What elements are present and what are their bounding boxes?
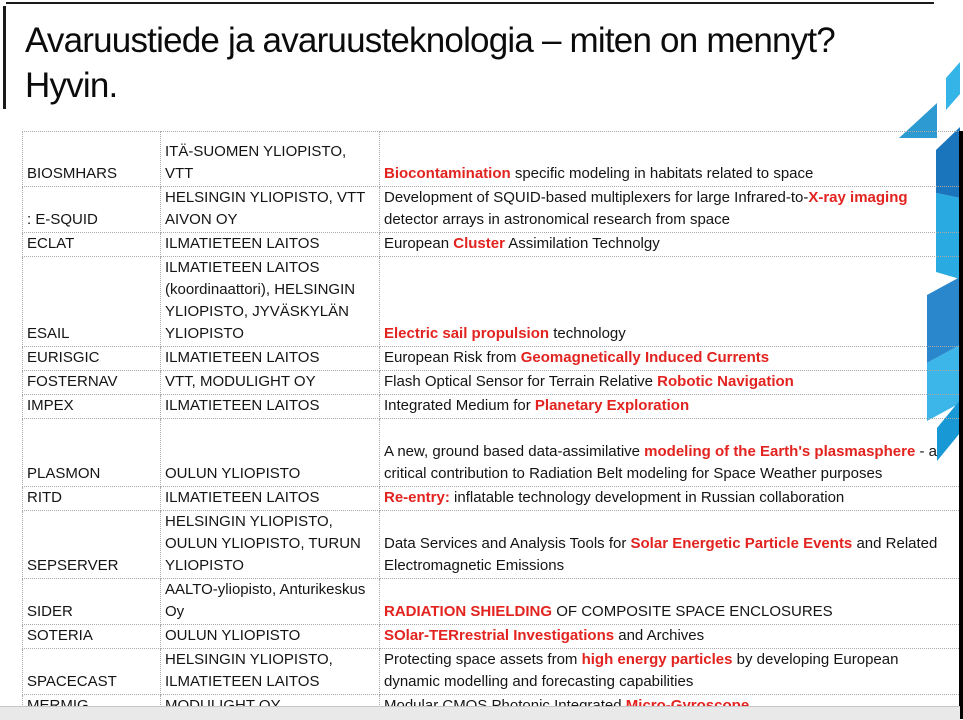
- project-acronym: ECLAT: [23, 233, 161, 257]
- description-highlight: modeling of the Earth's plasmasphere: [644, 443, 916, 460]
- project-description: [380, 371, 962, 395]
- project-acronym: IMPEX: [23, 395, 161, 419]
- table-row: [23, 579, 962, 625]
- description-text: specific modeling in habitats related to space: [510, 165, 814, 182]
- description-highlight: Geomagnetically Induced Currents: [520, 349, 770, 366]
- slide-title-line2: Hyvin.: [25, 66, 118, 105]
- description-highlight: Cluster: [453, 235, 505, 252]
- table-row: [23, 187, 962, 233]
- project-organizations: ITÄ-SUOMEN YLIOPISTO, VTT: [161, 132, 380, 187]
- table-row: [23, 233, 962, 257]
- projects-table: [22, 131, 963, 719]
- table-row: [23, 625, 962, 649]
- project-organizations: HELSINGIN YLIOPISTO, ILMATIETEEN LAITOS: [161, 649, 380, 695]
- project-acronym: ESAIL: [23, 257, 161, 347]
- description-text: OF COMPOSITE SPACE ENCLOSURES: [552, 603, 833, 620]
- project-organizations: ILMATIETEEN LAITOS: [161, 347, 380, 371]
- project-acronym: EURISGIC: [23, 347, 161, 371]
- project-organizations: ILMATIETEEN LAITOS: [161, 395, 380, 419]
- project-acronym: SIDER: [23, 579, 161, 625]
- project-organizations: ILMATIETEEN LAITOS: [161, 233, 380, 257]
- description-text: Protecting space assets from: [384, 651, 582, 668]
- project-acronym: PLASMON: [23, 419, 161, 487]
- slide-title-line1: Avaruustiede ja avaruusteknologia – miten on mennyt?: [25, 21, 835, 60]
- description-highlight: Solar Energetic Particle Events: [630, 535, 853, 552]
- description-highlight: SOlar-TERrestrial Investigations: [384, 627, 615, 644]
- description-highlight: Re-entry:: [384, 489, 450, 506]
- project-description: [380, 257, 962, 347]
- project-acronym: SPACECAST: [23, 649, 161, 695]
- table-row: [23, 132, 962, 187]
- description-text: European Risk from: [384, 349, 521, 366]
- description-highlight: Planetary Exploration: [534, 397, 690, 414]
- footer-bar: [0, 706, 960, 720]
- project-description: [380, 187, 962, 233]
- projects-table-container: [22, 131, 939, 703]
- table-row: [23, 371, 962, 395]
- description-text: Flash Optical Sensor for Terrain Relative: [384, 373, 658, 390]
- description-text: European: [384, 235, 454, 252]
- project-description: [380, 395, 962, 419]
- description-highlight: RADIATION SHIELDING: [384, 603, 553, 620]
- table-row: [23, 419, 962, 487]
- project-organizations: ILMATIETEEN LAITOS: [161, 487, 380, 511]
- project-description: [380, 511, 962, 579]
- description-text: technology: [549, 325, 626, 342]
- description-text: by developing European dynamic modelling and forecasting capabilities: [384, 651, 899, 690]
- description-highlight: Biocontamination: [384, 165, 511, 182]
- project-organizations: HELSINGIN YLIOPISTO, VTT AIVON OY: [161, 187, 380, 233]
- project-acronym: BIOSMHARS: [23, 132, 161, 187]
- description-highlight: Robotic Navigation: [657, 373, 794, 390]
- project-description: [380, 233, 962, 257]
- project-acronym: SEPSERVER: [23, 511, 161, 579]
- description-text: inflatable technology development in Russian collaboration: [449, 489, 845, 506]
- description-text: Integrated Medium for: [384, 397, 535, 414]
- description-text: and Archives: [614, 627, 705, 644]
- description-text: - a critical contribution to Radiation Belt modeling for Space Weather purposes: [384, 443, 937, 482]
- project-description: [380, 132, 962, 187]
- project-organizations: ILMATIETEEN LAITOS (koordinaattori), HELSINGIN YLIOPISTO, JYVÄSKYLÄN YLIOPISTO: [161, 257, 380, 347]
- description-highlight: Electric sail propulsion: [384, 325, 550, 342]
- description-text: Assimilation Technolgy: [504, 235, 660, 252]
- frame-left-line: [3, 6, 6, 109]
- project-organizations: VTT, MODULIGHT OY: [161, 371, 380, 395]
- project-description: [380, 487, 962, 511]
- project-description: [380, 579, 962, 625]
- frame-top-line: [6, 2, 934, 4]
- description-text: detector arrays in astronomical research from space: [384, 211, 730, 228]
- table-row: [23, 347, 962, 371]
- table-row: [23, 649, 962, 695]
- project-description: [380, 419, 962, 487]
- slide-title: [25, 18, 940, 108]
- description-highlight: X-ray imaging: [808, 189, 908, 206]
- project-organizations: AALTO-yliopisto, Anturikeskus Oy: [161, 579, 380, 625]
- project-acronym: SOTERIA: [23, 625, 161, 649]
- description-text: and Related Electromagnetic Emissions: [384, 535, 938, 574]
- project-acronym: : E-SQUID: [23, 187, 161, 233]
- table-row: [23, 257, 962, 347]
- project-organizations: OULUN YLIOPISTO: [161, 625, 380, 649]
- description-text: A new, ground based data-assimilative: [384, 443, 645, 460]
- project-organizations: OULUN YLIOPISTO: [161, 419, 380, 487]
- project-description: [380, 347, 962, 371]
- description-text: Data Services and Analysis Tools for: [384, 535, 631, 552]
- table-row: [23, 511, 962, 579]
- project-description: [380, 649, 962, 695]
- project-acronym: RITD: [23, 487, 161, 511]
- description-highlight: high energy particles: [581, 651, 733, 668]
- project-description: [380, 625, 962, 649]
- table-row: [23, 395, 962, 419]
- description-text: Development of SQUID-based multiplexers for large Infrared-to-: [384, 189, 809, 206]
- project-acronym: FOSTERNAV: [23, 371, 161, 395]
- project-organizations: HELSINGIN YLIOPISTO, OULUN YLIOPISTO, TURUN YLIOPISTO: [161, 511, 380, 579]
- table-row: [23, 487, 962, 511]
- chevron-shape: [946, 62, 960, 110]
